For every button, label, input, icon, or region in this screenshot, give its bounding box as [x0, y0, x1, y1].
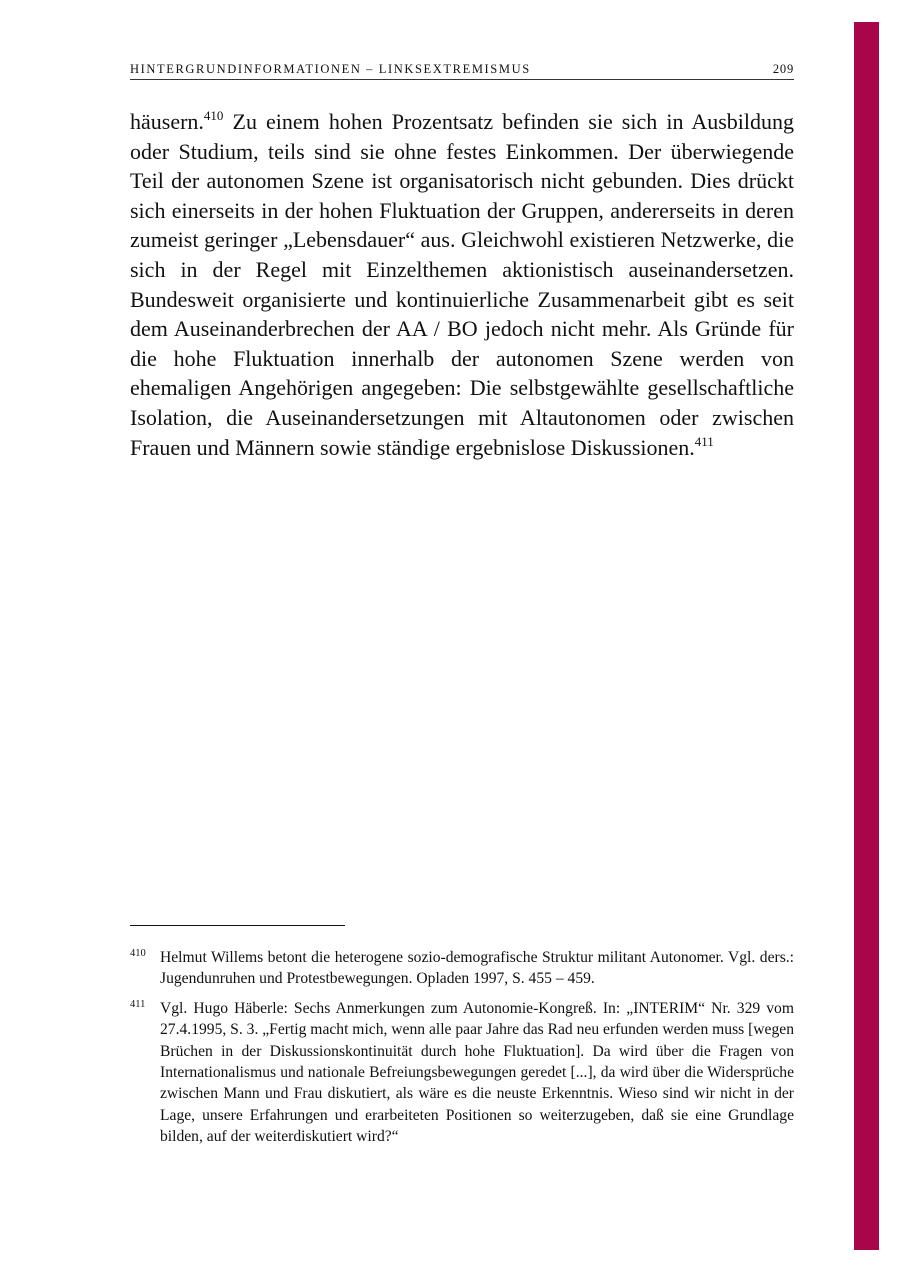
footnote-text: Vgl. Hugo Häberle: Sechs Anmerkungen zum Autonomie-Kongreß. In: „INTERIM“ Nr. 329 vom 27.4.1995, S. 3. „Fertig macht mich, wenn alle paar Jahre das Rad neu erfunden werden muss [wegen Brüchen in der Diskussionskontinuität durch hohe Fluktuation]. Da wird über die Fragen von Internationalismus und nationale Befreiungsbewegungen geredet [...], da wird über die Widersprüche zwischen Mann und Frau diskutiert, als wäre es die neuste Erkenntnis. Wieso sind wir nicht in der Lage, unsere Erfahrungen und erarbeiteten Positionen so weiterzugeben, daß sie eine Grundlage bilden, auf der weiterdiskutiert wird?“: [160, 999, 794, 1146]
running-title: HINTERGRUNDINFORMATIONEN – LINKSEXTREMISMUS: [130, 62, 531, 76]
footnote-reference-411[interactable]: 411: [694, 433, 714, 449]
page-number: 209: [772, 62, 794, 76]
main-paragraph: [130, 107, 794, 462]
footnote-number: 411: [130, 998, 146, 1010]
paragraph-text-rest: Zu einem hohen Prozentsatz befinden sie sich in Ausbildung oder Studium, teils sind sie ohne festes Einkommen. Der überwiegende Teil der autonomen Szene ist organisatorisch nicht gebunden. Dies drückt sich einerseits in der hohen Fluktuation der Gruppen, andererseits in deren zumeist geringer „Lebensdauer“ aus. Gleichwohl existieren Netzwerke, die sich in der Regel mit Einzelthemen aktionistisch auseinandersetzen. Bundesweit organisierte und kontinuierliche Zusammenarbeit gibt es seit dem Auseinanderbrechen der AA / BO jedoch nicht mehr. Als Gründe für die hohe Fluktuation innerhalb der autonomen Szene werden von ehemaligen Angehörigen angegeben: Die selbstgewählte gesellschaftliche Isolation, die Auseinandersetzungen mit Altautonomen oder zwischen Frauen und Männern sowie ständige ergebnislose Diskussionen.: [130, 109, 794, 460]
footnote-text: Helmut Willems betont die heterogene sozio-demografische Struktur militant Autonomer. Vgl. ders.: Jugendunruhen und Protestbewegungen. Opladen 1997, S. 455 – 459.: [160, 949, 794, 988]
footnote-reference-410[interactable]: 410: [203, 108, 224, 123]
footnote-separator: [130, 925, 345, 926]
footnote-410: [130, 947, 794, 990]
footnote-411: [130, 998, 794, 1148]
paragraph-text-start: häusern.: [130, 109, 204, 134]
footnotes: [130, 947, 794, 1156]
running-header: [130, 62, 794, 80]
footnote-number: 410: [130, 948, 146, 959]
page-edge-color-bar: [854, 22, 879, 1250]
